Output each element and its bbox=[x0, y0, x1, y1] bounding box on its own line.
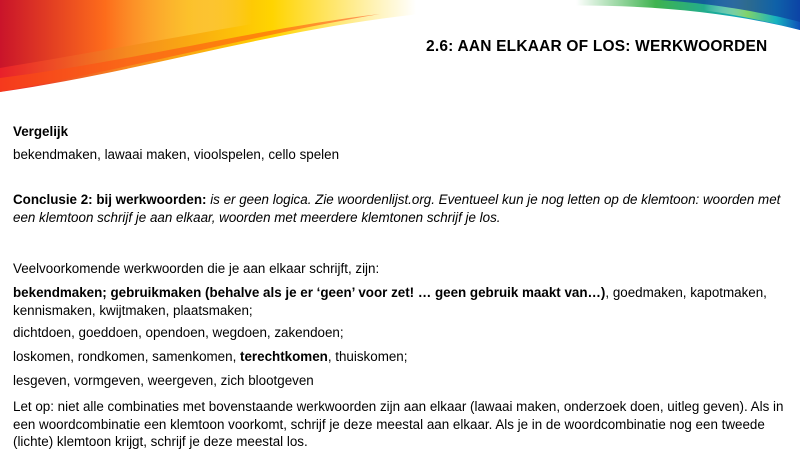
list-maken-bold: bekendmaken; gebruikmaken (behalve als je er ‘geen’ voor zet! … geen gebruik maakt van…) bbox=[13, 285, 606, 300]
conclusie-label: Conclusie 2: bij werkwoorden: bbox=[13, 192, 207, 207]
list-komen-pre: loskomen, rondkomen, samenkomen, bbox=[13, 349, 241, 364]
list-maken-rest: , goedmaken, kapotmaken, kennismaken, kwijtmaken, plaatsmaken; bbox=[13, 285, 767, 318]
slide-title: 2.6: AAN ELKAAR OF LOS: WERKWOORDEN bbox=[426, 38, 768, 55]
conclusie-paragraph bbox=[13, 191, 788, 226]
werkwoorden-list-komen bbox=[13, 348, 788, 366]
werkwoorden-list-geven: lesgeven, vormgeven, weergeven, zich blootgeven bbox=[13, 373, 314, 388]
werkwoorden-list-doen: dichtdoen, goeddoen, opendoen, wegdoen, zakendoen; bbox=[13, 325, 344, 340]
vergelijk-examples: bekendmaken, lawaai maken, vioolspelen, cello spelen bbox=[13, 147, 340, 162]
let-op-paragraph: Let op: niet alle combinaties met bovenstaande werkwoorden zijn aan elkaar (lawaai maken, onderzoek doen, uitleg geven). Als in een woordcombinatie een klemtoon voorkomt, schrijf je deze meestal aan elkaar. Als je in de woordcombinatie nog een tweede (lichte) klemtoon krijgt, schrijf je deze meestal los. bbox=[13, 399, 784, 449]
list-komen-bold: terechtkomen bbox=[240, 349, 328, 364]
veelvoorkomend-intro: Veelvoorkomende werkwoorden die je aan elkaar schrijft, zijn: bbox=[13, 261, 380, 276]
list-komen-post: , thuiskomen; bbox=[327, 349, 408, 364]
vergelijk-heading: Vergelijk bbox=[13, 124, 69, 139]
conclusie-text: is er geen logica. Zie woordenlijst.org. Eventueel kun je nog letten op de klemtoon: woorden met een klemtoon schrijf je aan elkaar, woorden met meerdere klemtonen schrijf je los. bbox=[13, 192, 781, 225]
werkwoorden-list-maken bbox=[13, 284, 788, 319]
